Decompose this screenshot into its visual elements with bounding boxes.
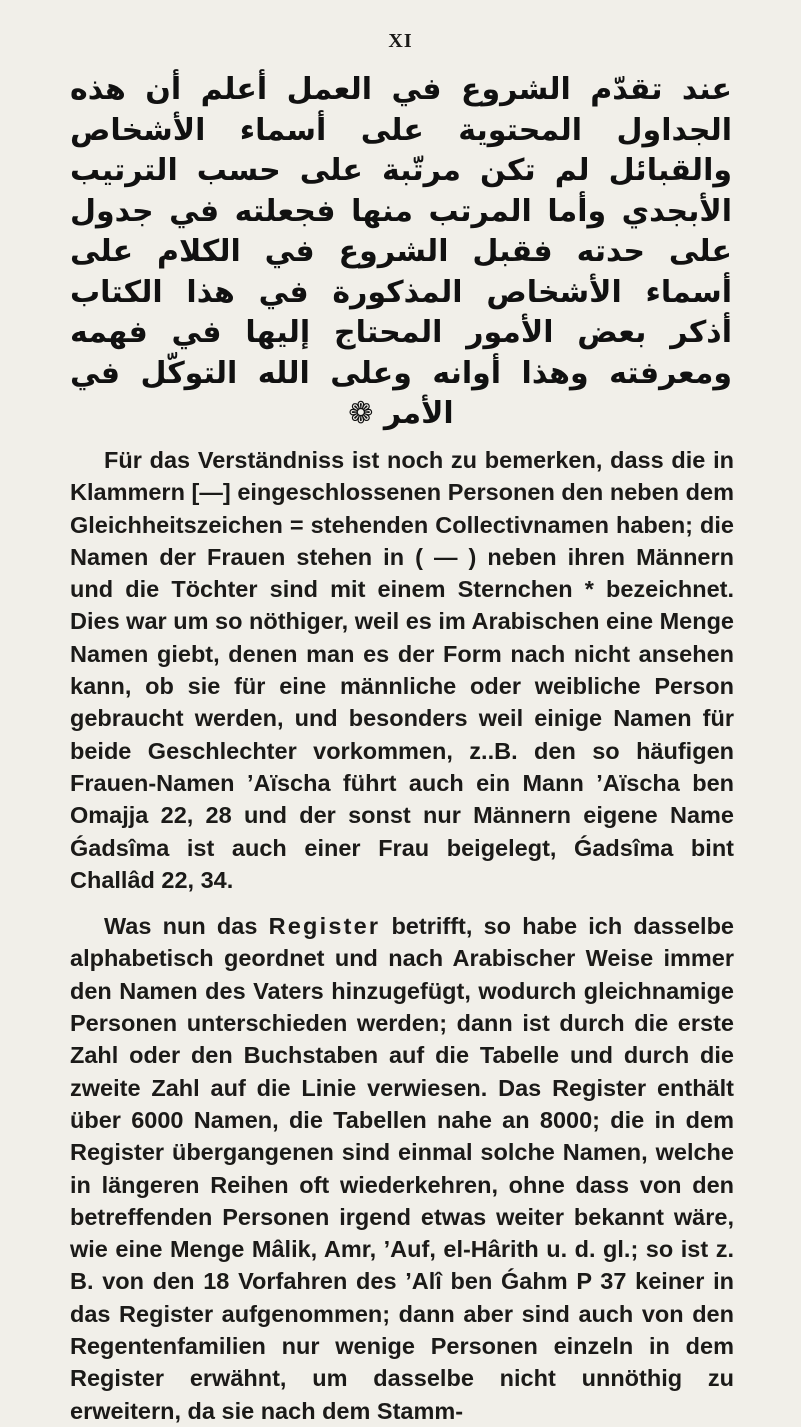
page-number: XI bbox=[388, 30, 413, 52]
paragraph-register bbox=[70, 910, 734, 1427]
german-text bbox=[70, 444, 734, 1427]
paragraph-notation: Für das Verständniss ist noch zu bemerken, dass die in Klammern [—] eingeschlossenen Personen den neben dem Gleichheitszeichen = stehenden Collectivnamen haben; die Namen der Frauen stehen in ( — ) neben ihren Männern und die Töchter sind mit einem Sternchen * bezeichnet. Dies war um so nöthiger, weil es im Arabischen eine Menge Namen giebt, denen man es der Form nach nicht ansehen kann, ob sie für eine männliche oder weibliche Person gebraucht werden, und besonders weil einige Namen für beide Geschlechter vorkommen, z..B. den so häufigen Frauen-Namen ’Aïscha führt auch ein Mann ’Aïscha ben Omajja 22, 28 und der sonst nur Männern eigene Name Ǵadsîma ist auch einer Frau beigelegt, Ǵadsîma bint Challâd 22, 34. bbox=[70, 447, 734, 893]
arabic-paragraph: عند تقدّم الشروع في العمل أعلم أن هذه الجداول المحتوية على أسماء الأشخاص والقبائل لم تكن مرتّبة على حسب الترتيب الأبجدي وأما المرتب منها فجعلته في جدول على حدته فقبل الشروع في الكلام على أسماء الأشخاص المذكورة في هذا الكتاب أذكر بعض الأمور المحتاج إليها في فهمه ومعرفته وهذا أوانه وعلى الله التوكّل في الأمر ❁ bbox=[70, 72, 732, 431]
register-term: Register bbox=[268, 913, 381, 940]
paragraph-register-body: betrifft, so habe ich dasselbe alphabetisch geordnet und nach Arabischer Weise immer den Namen des Vaters hinzugefügt, wodurch gleichnamige Personen unterschieden werden; dann ist durch die erste Zahl oder den Buchstaben auf die Tabelle und durch die zweite Zahl auf die Linie verwiesen. Das Register enthält über 6000 Namen, die Tabellen nahe an 8000; die in dem Register übergangenen sind einmal solche Namen, welche in längeren Reihen oft wiederkehren, ohne dass von den betreffenden Personen irgend etwas weiter bekannt wäre, wie eine Menge Mâlik, Amr, ’Auf, el-Hârith u. d. gl.; so ist z. B. von den 18 Vorfahren des ’Alî ben Ǵahm P 37 keiner in das Register aufgenommen; dann aber sind auch von den Regentenfamilien nur wenige Personen einzeln in dem Register erwähnt, um dasselbe nicht unnöthig zu erweitern, da sie nach dem Stamm- bbox=[70, 913, 734, 1424]
paragraph-register-lead: Was nun das bbox=[104, 913, 258, 940]
